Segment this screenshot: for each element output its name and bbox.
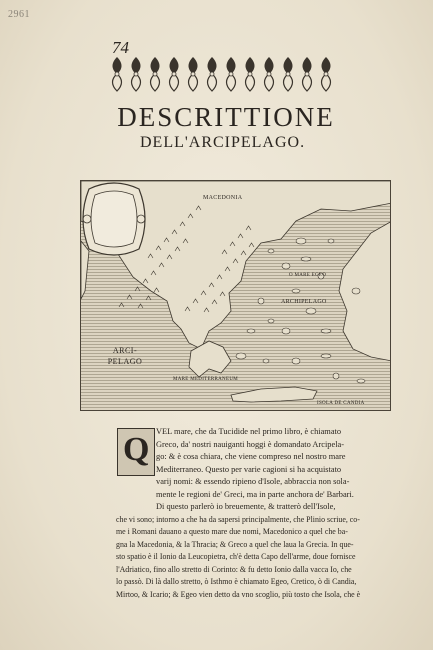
island — [292, 289, 300, 293]
island — [333, 373, 339, 379]
cartouche-line-1: ARCI- — [112, 346, 138, 355]
ornament-motif — [203, 55, 221, 93]
island — [301, 257, 311, 261]
label-mare-egeo: O MARE EGEO — [289, 273, 327, 278]
ornament-motif — [222, 55, 240, 93]
island — [268, 249, 274, 253]
ornament-motif — [260, 55, 278, 93]
initial-letter: Q — [123, 431, 150, 468]
island — [296, 238, 306, 244]
ornament-motif — [184, 55, 202, 93]
island — [282, 263, 290, 269]
island — [258, 298, 264, 304]
text-line: mente le regioni de' Greci, ma in parte anchora de' Barbari. — [156, 489, 354, 499]
ornament-motif — [317, 55, 335, 93]
ornament-motif — [165, 55, 183, 93]
text-line: gna la Macedonia, & la Thracia; & Greco a quel che laua la Grecia. In que- — [116, 539, 354, 549]
cartouche-title — [103, 345, 147, 367]
island — [328, 239, 334, 243]
text-line: me i Romani dauano a questo mare due nomi, Macedonico a quel che ba- — [116, 527, 348, 536]
page-number: 74 — [112, 38, 129, 57]
text-line: VEL mare, che da Tucidide nel primo libro, è chiamato — [156, 427, 342, 436]
page-title: DESCRITTIONE — [117, 102, 335, 132]
island — [236, 353, 246, 359]
decorated-initial — [117, 428, 155, 476]
label-archipelago: ARCHIPELAGO — [281, 299, 327, 305]
ornament-motif — [146, 55, 164, 93]
island — [268, 319, 274, 323]
island — [292, 358, 300, 364]
map-engraving — [80, 180, 391, 411]
island — [282, 328, 290, 334]
label-macedonia: MACEDONIA — [203, 195, 243, 201]
text-line: sto spatio è il Ionio da Leucopietra, ch'è detta Capo dell'arme, doue fornisce — [116, 552, 356, 561]
text-line: l'Adriatico, fino allo stretto di Corinto: & fu detto Ionio dalla vacca Io, che — [116, 564, 352, 574]
text-line: go: & è cosa chiara, che viene compreso nel nostro mare — [156, 452, 346, 461]
ornament-motif — [108, 55, 126, 93]
island — [321, 354, 331, 358]
decorative-header-border — [108, 55, 336, 93]
label-mare-mediterraneum: MARE MEDITERRANEUM — [173, 377, 238, 382]
map-cartouche — [81, 181, 147, 257]
ornament-motif — [127, 55, 145, 93]
island — [306, 308, 316, 314]
text-line: varij nomi: & essendo ripieno d'Isole, abbraccia non sola- — [156, 477, 350, 486]
island — [357, 379, 365, 383]
pencil-inventory-note: 2961 — [8, 9, 30, 20]
text-line: Greco, da' nostri nauiganti hoggi è domandato Arcipela- — [156, 439, 345, 449]
island — [321, 329, 331, 333]
text-line: lo passò. Di là dallo stretto, ò Isthmo è chiamato Egeo, Cretico, ò di Candia, — [116, 577, 357, 586]
ornament-motif — [298, 55, 316, 93]
label-candia: ISOLA DE CANDIA — [317, 401, 365, 406]
island — [263, 359, 269, 363]
island — [352, 288, 360, 294]
text-line: Mirtoo, & Icario; & Egeo vien detto da vno scoglio, più tosto che Isola, che è — [116, 589, 361, 599]
island — [247, 329, 255, 333]
text-line: Di questo parlerò io breuemente, & tratterò dell'Isole, — [156, 502, 336, 511]
ornament-motif — [241, 55, 259, 93]
cartouche-line-2: PELAGO — [107, 357, 143, 366]
page-subtitle: DELL'ARCIPELAGO. — [140, 134, 306, 151]
text-line: che vi sono; intorno a che ha da sapersi principalmente, che Plinio scriue, co- — [116, 514, 360, 524]
ornament-motif — [279, 55, 297, 93]
text-line: Mediterraneo. Questo per varie cagioni si ha acquistato — [156, 464, 342, 474]
